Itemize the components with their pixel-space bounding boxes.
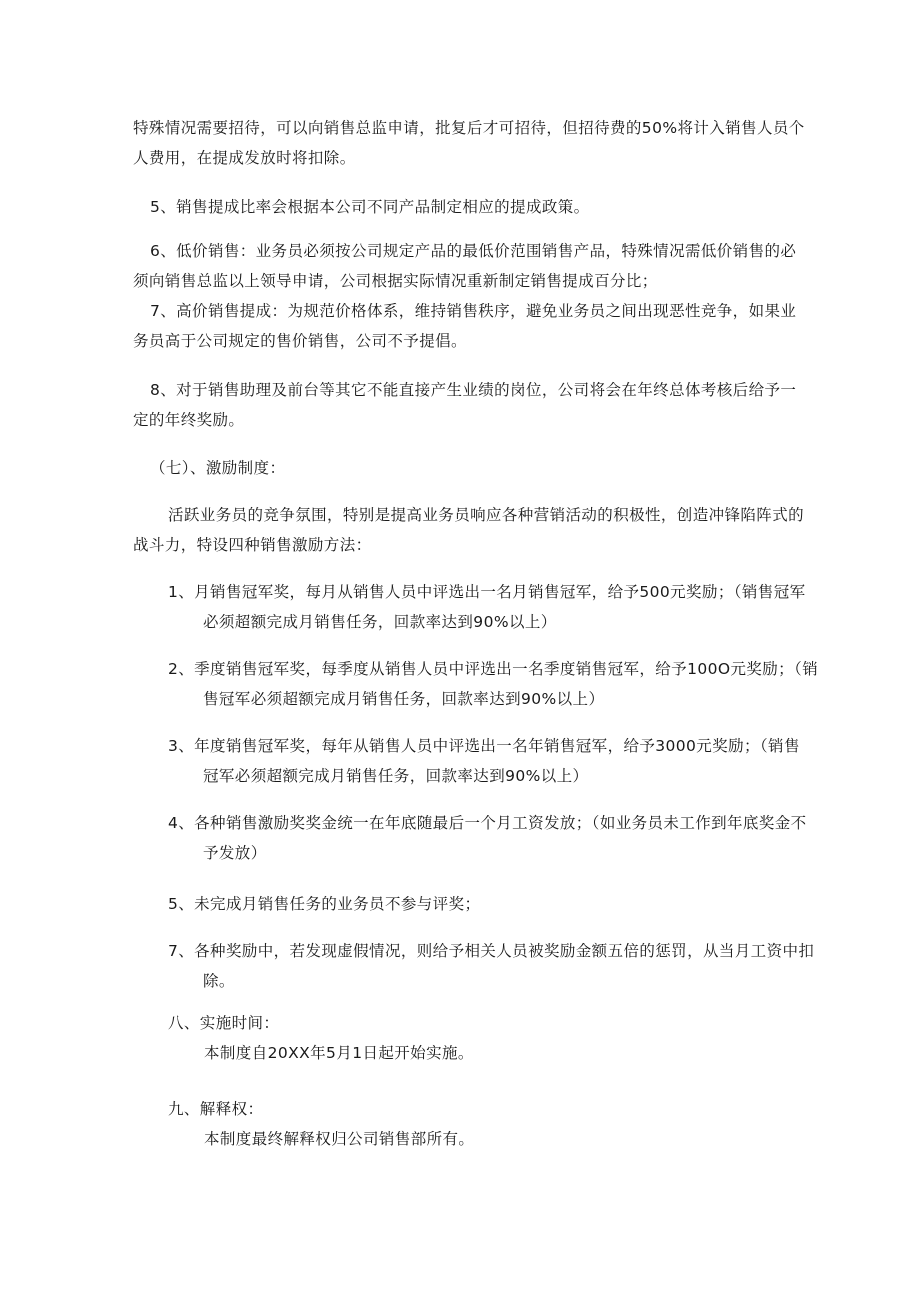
paragraph-entertainment-rule [133, 113, 805, 173]
text-line: 人费用，在提成发放时将扣除。 [133, 149, 356, 167]
text-line: 5、未完成月销售任务的业务员不参与评奖； [168, 895, 481, 913]
text-line: 定的年终奖励。 [133, 411, 245, 429]
text-line: 7、高价销售提成：为规范价格体系，维持销售秩序，避免业务员之间出现恶性竞争，如果业 [150, 302, 797, 320]
text-line: 除。 [203, 972, 235, 990]
paragraph-item-7-high-price-commission [133, 296, 797, 356]
text-line: 冠军必须超额完成月销售任务，回款率达到90%以上） [203, 767, 589, 785]
text-line: 售冠军必须超额完成月销售任务，回款率达到90%以上） [203, 690, 605, 708]
text-line: 活跃业务员的竞争氛围，特别是提高业务员响应各种营销活动的积极性，创造冲锋陷阵式的 [168, 506, 805, 524]
section-heading-implementation-date [168, 1008, 279, 1038]
text-line: 1、月销售冠军奖，每月从销售人员中评选出一名月销售冠军，给予500元奖励；（销售冠军 [168, 583, 806, 601]
text-line: 必须超额完成月销售任务，回款率达到90%以上） [203, 613, 557, 631]
text-line: 4、各种销售激励奖奖金统一在年底随最后一个月工资发放；（如业务员未工作到年底奖金不 [168, 814, 807, 832]
text-line: 7、各种奖励中，若发现虚假情况，则给予相关人员被奖励金额五倍的惩罚，从当月工资中扣 [168, 942, 815, 960]
text-line: 战斗力，特设四种销售激励方法： [133, 536, 372, 554]
list-item-annual-champion [168, 731, 800, 791]
list-item-monthly-champion [168, 577, 806, 637]
text-line: 予发放） [203, 844, 267, 862]
text-line: 6、低价销售：业务员必须按公司规定产品的最低价范围销售产品，特殊情况需低价销售的必 [150, 242, 797, 260]
text-line: 须向销售总监以上领导申请，公司根据实际情况重新制定销售提成百分比； [133, 272, 658, 290]
section-heading-incentive-system [150, 453, 285, 483]
list-item-quarterly-champion [168, 654, 818, 714]
paragraph-incentive-intro [133, 500, 805, 560]
text-line: 8、对于销售助理及前台等其它不能直接产生业绩的岗位，公司将会在年终总体考核后给予一 [150, 381, 797, 399]
paragraph-item-5-commission-rate [150, 192, 590, 222]
text-line: 5、销售提成比率会根据本公司不同产品制定相应的提成政策。 [150, 198, 590, 216]
list-item-eligibility [168, 889, 480, 919]
text-line: 本制度最终解释权归公司销售部所有。 [204, 1130, 475, 1148]
text-line: （七）、激励制度： [150, 459, 286, 477]
text-line: 本制度自20XX年5月1日起开始实施。 [204, 1044, 474, 1062]
text-line: 2、季度销售冠军奖，每季度从销售人员中评选出一名季度销售冠军，给予100O元奖励；（销 [168, 660, 819, 678]
text-line: 九、解释权： [168, 1100, 264, 1118]
text-line: 3、年度销售冠军奖，每年从销售人员中评选出一名年销售冠军，给予3000元奖励；（销售 [168, 737, 800, 755]
paragraph-implementation-date [204, 1038, 474, 1068]
list-item-bonus-payment [168, 808, 807, 868]
text-line: 特殊情况需要招待，可以向销售总监申请，批复后才可招待，但招待费的50%将计入销售人员个 [133, 119, 805, 137]
paragraph-interpretation-right [204, 1124, 474, 1154]
list-item-fraud-penalty [168, 936, 814, 996]
section-heading-interpretation-right [168, 1094, 263, 1124]
text-line: 务员高于公司规定的售价销售，公司不予提倡。 [133, 332, 467, 350]
paragraph-item-6-low-price-sales [133, 236, 797, 296]
text-line: 八、实施时间： [168, 1014, 280, 1032]
paragraph-item-8-year-end-reward [133, 375, 797, 435]
